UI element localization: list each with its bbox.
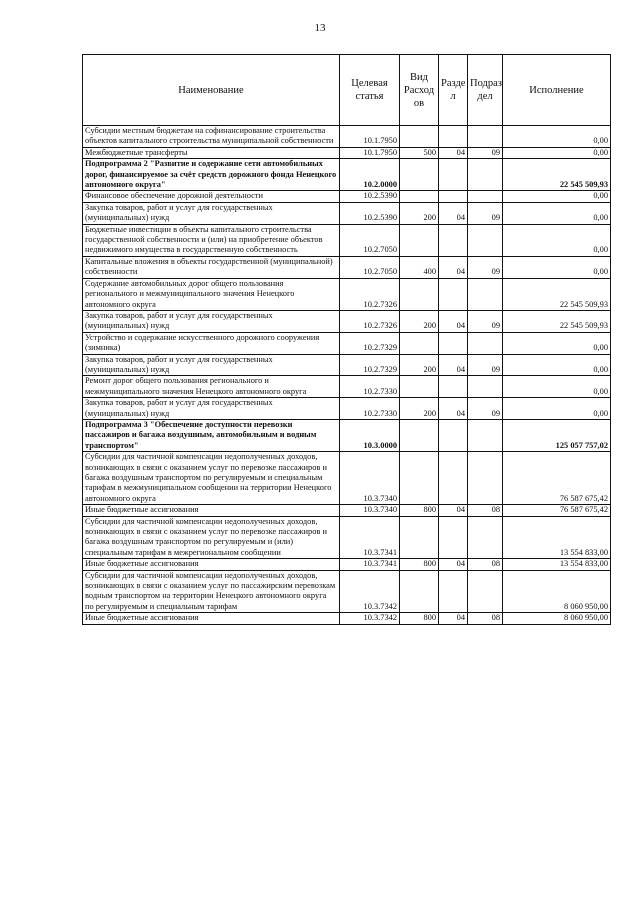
table-row	[83, 452, 611, 505]
table-row	[83, 147, 611, 158]
cell-amount: 22 545 509,93	[503, 278, 611, 310]
cell-podrazdel: 08	[468, 559, 503, 570]
cell-razdel: 04	[439, 559, 468, 570]
cell-razdel: 04	[439, 256, 468, 278]
table-row	[83, 191, 611, 202]
cell-name: Ремонт дорог общего пользования регионального и межмуниципального значения Ненецкого автономного округа	[83, 376, 340, 398]
cell-razdel	[439, 376, 468, 398]
cell-razdel	[439, 419, 468, 451]
cell-amount: 0,00	[503, 224, 611, 256]
cell-target: 10.2.7326	[340, 310, 400, 332]
cell-target: 10.3.7341	[340, 516, 400, 559]
cell-razdel	[439, 126, 468, 148]
table-row	[83, 419, 611, 451]
cell-vid	[400, 126, 439, 148]
cell-razdel	[439, 516, 468, 559]
table-row	[83, 354, 611, 376]
cell-razdel: 04	[439, 202, 468, 224]
column-header-target: Целевая статья	[340, 55, 400, 126]
cell-name: Закупка товаров, работ и услуг для государственных (муниципальных) нужд	[83, 354, 340, 376]
cell-podrazdel: 09	[468, 354, 503, 376]
cell-name: Субсидии для частичной компенсации недополученных доходов, возникающих в связи с оказанием услуг по перевозке пассажиров и багажа воздушным транспортом по регулируемым и (или) специальным тарифам в межрегиональном сообщении	[83, 516, 340, 559]
page-number: 13	[314, 22, 326, 34]
cell-vid	[400, 570, 439, 613]
cell-vid	[400, 452, 439, 505]
cell-name: Иные бюджетные ассигнования	[83, 559, 340, 570]
cell-podrazdel	[468, 278, 503, 310]
cell-podrazdel	[468, 191, 503, 202]
cell-name: Финансовое обеспечение дорожной деятельности	[83, 191, 340, 202]
table-row	[83, 332, 611, 354]
column-header-vid: Вид Расход ов	[400, 55, 439, 126]
cell-podrazdel: 09	[468, 398, 503, 420]
budget-execution-table	[82, 54, 611, 625]
cell-podrazdel	[468, 452, 503, 505]
cell-razdel: 04	[439, 310, 468, 332]
cell-amount: 125 057 757,02	[503, 419, 611, 451]
cell-vid: 200	[400, 398, 439, 420]
cell-target: 10.2.5390	[340, 202, 400, 224]
cell-vid	[400, 332, 439, 354]
cell-amount: 0,00	[503, 202, 611, 224]
cell-name: Субсидии местным бюджетам на софинансирование строительства объектов капитального строительства муниципальной собственности	[83, 126, 340, 148]
cell-podrazdel	[468, 516, 503, 559]
cell-target: 10.3.0000	[340, 419, 400, 451]
cell-name: Бюджетные инвестиции в объекты капитального строительства государственной собственности и (или) на приобретение объектов недвижимого имущества в государственную собственность	[83, 224, 340, 256]
cell-vid	[400, 516, 439, 559]
cell-vid: 200	[400, 310, 439, 332]
cell-vid: 200	[400, 354, 439, 376]
table-row	[83, 376, 611, 398]
cell-amount: 0,00	[503, 332, 611, 354]
table-row	[83, 559, 611, 570]
cell-amount: 0,00	[503, 354, 611, 376]
cell-amount: 0,00	[503, 126, 611, 148]
cell-target: 10.2.7330	[340, 398, 400, 420]
cell-amount: 76 587 675,42	[503, 452, 611, 505]
cell-vid	[400, 419, 439, 451]
cell-vid	[400, 278, 439, 310]
table-body	[83, 126, 611, 625]
cell-name: Закупка товаров, работ и услуг для государственных (муниципальных) нужд	[83, 310, 340, 332]
cell-vid	[400, 159, 439, 191]
cell-target: 10.3.7340	[340, 505, 400, 516]
table-row	[83, 202, 611, 224]
cell-razdel	[439, 278, 468, 310]
cell-amount: 8 060 950,00	[503, 570, 611, 613]
table-row	[83, 516, 611, 559]
cell-amount: 0,00	[503, 191, 611, 202]
column-header-ispolnenie: Исполнение	[503, 55, 611, 126]
table-row	[83, 398, 611, 420]
column-header-razdel: Разде л	[439, 55, 468, 126]
cell-vid: 400	[400, 256, 439, 278]
cell-podrazdel: 09	[468, 202, 503, 224]
table-header-row	[83, 55, 611, 126]
cell-vid: 800	[400, 559, 439, 570]
cell-razdel	[439, 452, 468, 505]
cell-target: 10.3.7342	[340, 613, 400, 624]
cell-amount: 0,00	[503, 256, 611, 278]
cell-target: 10.2.7329	[340, 332, 400, 354]
cell-podrazdel	[468, 159, 503, 191]
cell-name: Иные бюджетные ассигнования	[83, 505, 340, 516]
cell-target: 10.1.7950	[340, 147, 400, 158]
cell-target: 10.3.7341	[340, 559, 400, 570]
cell-name: Капитальные вложения в объекты государственной (муниципальной) собственности	[83, 256, 340, 278]
table-row	[83, 278, 611, 310]
cell-target: 10.1.7950	[340, 126, 400, 148]
cell-podrazdel: 09	[468, 147, 503, 158]
cell-amount: 8 060 950,00	[503, 613, 611, 624]
cell-vid	[400, 224, 439, 256]
cell-target: 10.2.7330	[340, 376, 400, 398]
cell-name: Субсидии для частичной компенсации недополученных доходов, возникающих в связи с оказанием услуг по перевозке пассажиров и багажа воздушным транспортом по регулируемым и специальным тарифам в межмуниципальном сообщении на территории Ненецкого автономного округа	[83, 452, 340, 505]
cell-razdel: 04	[439, 354, 468, 376]
cell-amount: 13 554 833,00	[503, 559, 611, 570]
cell-target: 10.2.7326	[340, 278, 400, 310]
cell-amount: 22 545 509,93	[503, 159, 611, 191]
cell-razdel	[439, 332, 468, 354]
cell-podrazdel: 09	[468, 310, 503, 332]
cell-amount: 13 554 833,00	[503, 516, 611, 559]
cell-amount: 22 545 509,93	[503, 310, 611, 332]
cell-name: Закупка товаров, работ и услуг для государственных (муниципальных) нужд	[83, 398, 340, 420]
cell-razdel: 04	[439, 147, 468, 158]
cell-name: Закупка товаров, работ и услуг для государственных (муниципальных) нужд	[83, 202, 340, 224]
cell-name: Иные бюджетные ассигнования	[83, 613, 340, 624]
cell-razdel	[439, 159, 468, 191]
cell-podrazdel	[468, 126, 503, 148]
cell-name: Подпрограмма 2 "Развитие и содержание сети автомобильных дорог, финансируемое за счёт средств дорожного фонда Ненецкого автономного округа"	[83, 159, 340, 191]
cell-target: 10.2.7329	[340, 354, 400, 376]
cell-razdel: 04	[439, 613, 468, 624]
cell-podrazdel	[468, 376, 503, 398]
cell-razdel	[439, 224, 468, 256]
cell-target: 10.2.0000	[340, 159, 400, 191]
cell-target: 10.3.7342	[340, 570, 400, 613]
column-header-podrazdel: Подраз дел	[468, 55, 503, 126]
cell-vid: 500	[400, 147, 439, 158]
cell-razdel: 04	[439, 505, 468, 516]
cell-vid: 800	[400, 505, 439, 516]
cell-amount: 0,00	[503, 398, 611, 420]
cell-podrazdel	[468, 332, 503, 354]
cell-razdel: 04	[439, 398, 468, 420]
cell-name: Межбюджетные трансферты	[83, 147, 340, 158]
cell-name: Устройство и содержание искусственного дорожного сооружения (зимника)	[83, 332, 340, 354]
cell-target: 10.2.5390	[340, 191, 400, 202]
cell-target: 10.2.7050	[340, 224, 400, 256]
cell-amount: 76 587 675,42	[503, 505, 611, 516]
cell-podrazdel: 08	[468, 613, 503, 624]
cell-amount: 0,00	[503, 376, 611, 398]
cell-podrazdel	[468, 419, 503, 451]
cell-podrazdel: 09	[468, 256, 503, 278]
cell-podrazdel	[468, 224, 503, 256]
cell-podrazdel	[468, 570, 503, 613]
table-row	[83, 613, 611, 624]
cell-vid	[400, 376, 439, 398]
table-row	[83, 505, 611, 516]
cell-razdel	[439, 191, 468, 202]
cell-vid: 800	[400, 613, 439, 624]
table-row	[83, 159, 611, 191]
cell-razdel	[439, 570, 468, 613]
cell-name: Подпрограмма 3 "Обеспечение доступности перевозки пассажиров и багажа воздушным, автомобильным и водным транспортом"	[83, 419, 340, 451]
table-row	[83, 126, 611, 148]
cell-podrazdel: 08	[468, 505, 503, 516]
table-row	[83, 256, 611, 278]
cell-name: Содержание автомобильных дорог общего пользования регионального и межмуниципального значения Ненецкого автономного округа	[83, 278, 340, 310]
table-row	[83, 310, 611, 332]
cell-amount: 0,00	[503, 147, 611, 158]
table-row	[83, 570, 611, 613]
cell-target: 10.2.7050	[340, 256, 400, 278]
table-row	[83, 224, 611, 256]
cell-target: 10.3.7340	[340, 452, 400, 505]
cell-vid: 200	[400, 202, 439, 224]
cell-name: Субсидии для частичной компенсации недополученных доходов, возникающих в связи с оказанием услуг по пассажирским перевозкам водным транспортом на территории Ненецкого автономного округа по регулируемым и специальным тарифам	[83, 570, 340, 613]
cell-vid	[400, 191, 439, 202]
column-header-name: Наименование	[83, 55, 340, 126]
